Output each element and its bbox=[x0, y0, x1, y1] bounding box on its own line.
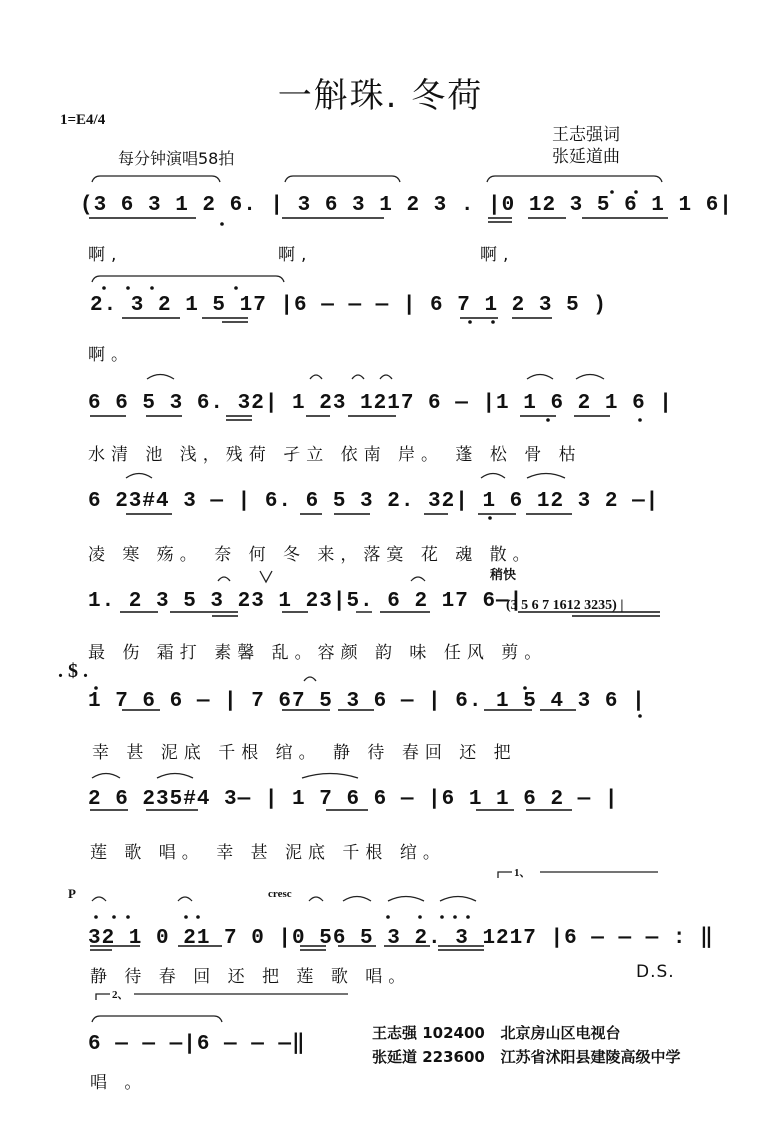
lyric-line-5: 最 伤 霜打 素馨 乱。容颜 韵 味 任风 剪。 bbox=[88, 643, 548, 663]
lyric-line-9: 唱 。 bbox=[90, 1073, 148, 1093]
notation-line-4: 6 23#4 3 — | 6. 6 5 3 2. 32| 1 6 12 3 2 —| bbox=[88, 490, 660, 513]
composer-credit: 张延道曲 bbox=[552, 147, 620, 167]
lyric-line-1a: 啊, bbox=[88, 245, 123, 265]
lyric-line-4: 凌 寒 殇。 奈 何 冬 来，落寞 花 魂 散。 bbox=[88, 545, 536, 565]
lyric-line-1b: 啊, bbox=[278, 245, 313, 265]
contact-lyricist bbox=[372, 1022, 621, 1043]
notation-line-9: 6 — — —|6 — — —‖ bbox=[88, 1033, 306, 1056]
lyric-line-2: 啊。 bbox=[88, 345, 134, 365]
contact-postcode: 102400 bbox=[422, 1024, 485, 1042]
faster-marking: 稍快 bbox=[490, 567, 517, 582]
second-ending-label: 2、 bbox=[112, 989, 129, 1001]
segno-sign: . $ . bbox=[58, 660, 88, 682]
lyricist-credit: 王志强词 bbox=[552, 125, 620, 145]
tempo-marking: 每分钟演唱58拍 bbox=[118, 149, 235, 168]
notation-line-3: 6 6 5 3 6. 32| 1 23 1217 6 — |1 1 6 2 1 6 | bbox=[88, 392, 673, 415]
dal-segno-marking: D.S. bbox=[636, 962, 675, 982]
notation-line-1: (3 6 3 1 2 6. | 3 6 3 1 2 3 . |0 12 3 5 6 1 1 6| bbox=[80, 194, 733, 217]
lyric-line-7: 莲 歌 唱。 幸 甚 泥底 千根 绾。 bbox=[90, 843, 446, 863]
contact-org: 北京房山区电视台 bbox=[500, 1024, 621, 1042]
lyric-line-8: 静 待 春 回 还 把 莲 歌 唱。 bbox=[90, 967, 412, 987]
notation-line-5: 1. 2 3 5 3 23 1 23|5. 6 2 17 6—| bbox=[88, 590, 524, 613]
notation-line-2: 2. 3 2 1 5 17 |6 — — — | 6 7 1 2 3 5 ) bbox=[90, 294, 607, 317]
crescendo-marking: cresc bbox=[268, 888, 292, 900]
interlude-notation: (3 5 6 7 1612 3235) | bbox=[506, 598, 624, 613]
contact-postcode: 223600 bbox=[422, 1048, 485, 1066]
contact-composer bbox=[372, 1046, 681, 1067]
notation-line-6: 1 7 6 6 — | 7 67 5 3 6 — | 6. 1 5 4 3 6 | bbox=[88, 690, 646, 713]
contact-org: 江苏省沭阳县建陵高级中学 bbox=[500, 1048, 681, 1066]
lyric-line-3: 水清 池 浅，残荷 孑立 依南 岸。 蓬 松 骨 枯 bbox=[88, 445, 582, 465]
lyric-line-1c: 啊, bbox=[480, 245, 515, 265]
key-signature: 1=E4/4 bbox=[60, 112, 106, 128]
first-ending-label: 1、 bbox=[514, 867, 531, 879]
page-title: 一斛珠. 冬荷 bbox=[277, 76, 484, 116]
notation-line-8: 32 1 0 21 7 0 |0 56 5 3 2. 3 1217 |6 — — — : ‖ bbox=[88, 927, 714, 950]
contact-name: 王志强 bbox=[372, 1024, 418, 1042]
lyric-line-6: 幸 甚 泥底 千根 绾。 静 待 春回 还 把 bbox=[92, 743, 517, 763]
contact-name: 张延道 bbox=[372, 1048, 418, 1066]
notation-line-7: 2 6 235#4 3— | 1 7 6 6 — |6 1 1 6 2 — | bbox=[88, 788, 619, 811]
piano-dynamic: P bbox=[68, 886, 76, 901]
